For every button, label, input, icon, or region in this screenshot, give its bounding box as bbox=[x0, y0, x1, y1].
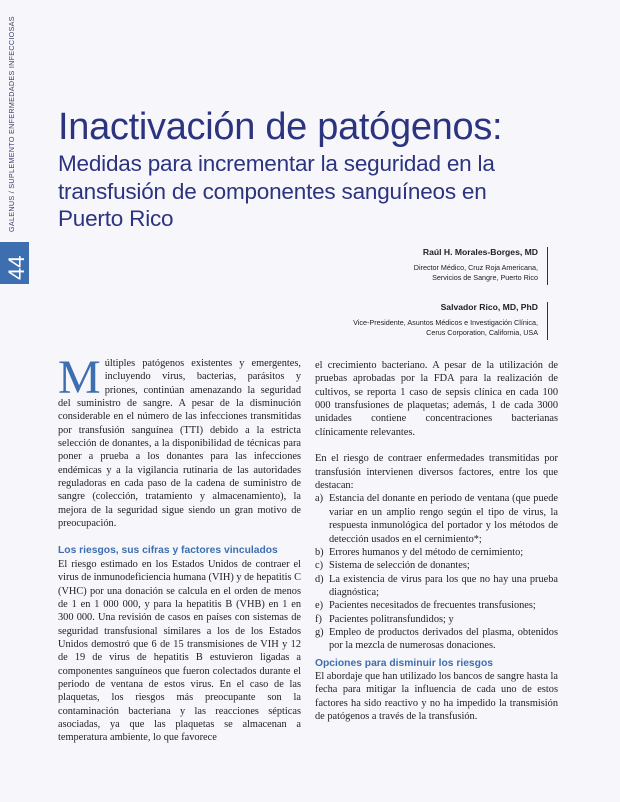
list-label: g) bbox=[315, 626, 324, 638]
article-title: Inactivación de patógenos: bbox=[58, 106, 503, 148]
drop-cap: M bbox=[58, 351, 101, 404]
body-column-left bbox=[58, 351, 302, 745]
author-name: Raúl H. Morales-Borges, MD bbox=[422, 247, 538, 257]
author-affiliation bbox=[353, 318, 538, 338]
body-paragraph: El riesgo estimado en los Estados Unidos de contraer el virus de inmunodeficiencia humana (VIH) y de hepatitis C (VHC) por una donación se calcula en el orden de menos de 1 en 1 000 000, y para la hepatitis B (VHB) en 1 en 300 000. Una revisión de casos en países con sistemas de seguridad transfusional similares a los de los Estados Unidos demostró que 6 de 15 transmisiones de VIH y 12 de 19 de virus de hepatitis B estuvieron ligadas a componentes sanguíneos que fueron colectados durante el periodo de ventana de estos virus. En el caso de las plaquetas, los riesgos más preocupante son la contaminación bacteriana y las reacciones sépticas asociadas, ya que las plaquetas se almacenan a temperatura ambiente, lo que favorece bbox=[58, 558, 302, 744]
author-block bbox=[414, 247, 548, 285]
list-text: Estancia del donante en periodo de ventana (que puede variar en un amplio rengo según el tipo de virus, la respuesta inmunológica del portador y los métodos de detección usados en el cernimiento*; bbox=[329, 493, 558, 545]
body-paragraph: El abordaje que han utilizado los bancos de sangre hasta la fecha para mitigar la influencia de cada uno de estos factores ha sido reactivo y no ha impedido la transmisión de patógenos a través de la transfusión. bbox=[315, 671, 558, 723]
risk-factor-list bbox=[315, 492, 558, 652]
list-item bbox=[315, 492, 558, 545]
list-item bbox=[315, 626, 558, 653]
list-label: f) bbox=[315, 613, 322, 625]
list-label: e) bbox=[315, 600, 324, 612]
author-block bbox=[353, 302, 548, 340]
list-text: Errores humanos y del método de cernimiento; bbox=[329, 546, 524, 558]
list-text: La existencia de virus para los que no hay una prueba diagnóstica; bbox=[329, 573, 558, 598]
running-head: GALENUS / SUPLEMENTO ENFERMEDADES INFECCIOSAS bbox=[7, 16, 16, 232]
affiliation-line: Servicios de Sangre, Puerto Rico bbox=[432, 273, 538, 282]
affiliation-line: Cerus Corporation, California, USA bbox=[426, 328, 538, 337]
section-heading: Los riesgos, sus cifras y factores vinculados bbox=[58, 545, 278, 557]
list-item bbox=[315, 599, 558, 612]
affiliation-line: Director Médico, Cruz Roja Americana, bbox=[413, 263, 538, 272]
affiliation-line: Vice-Presidente, Asuntos Médicos e Investigación Clínica, bbox=[353, 318, 538, 327]
list-text: Sistema de selección de donantes; bbox=[329, 560, 470, 572]
article-subtitle: Medidas para incrementar la seguridad en la transfusión de componentes sanguíneos en Puerto Rico bbox=[58, 151, 495, 231]
list-text: Empleo de productos derivados del plasma, obtenidos por la mezcla de numerosas donaciones. bbox=[329, 626, 558, 652]
page-number: 44 bbox=[4, 255, 29, 280]
list-label: b) bbox=[315, 546, 324, 558]
author-affiliation bbox=[414, 263, 538, 283]
author-name: Salvador Rico, MD, PhD bbox=[440, 302, 538, 312]
list-label: a) bbox=[315, 493, 324, 505]
intro-paragraph bbox=[58, 351, 301, 530]
list-item bbox=[315, 546, 558, 559]
body-paragraph: En el riesgo de contraer enfermedades transmitidas por transfusión intervienen diversos factores, entre los que destacan: bbox=[315, 453, 558, 492]
list-item bbox=[315, 613, 558, 626]
list-label: c) bbox=[315, 560, 324, 572]
body-column-right bbox=[315, 359, 558, 723]
list-label: d) bbox=[315, 573, 324, 585]
sidebar bbox=[0, 0, 29, 802]
body-paragraph: el crecimiento bacteriano. A pesar de la utilización de pruebas aprobadas por la FDA para la realización de cultivos, se reporta 1 caso de sepsis clínica en cada 100 000 transfusiones de plaquetas; además, 1 de cada 3000 unidades contiene concentraciones bacterianas clínicamente relevantes. bbox=[315, 360, 558, 438]
list-item bbox=[315, 559, 558, 572]
section-heading: Opciones para disminuir los riesgos bbox=[315, 657, 493, 669]
list-text: Pacientes necesitados de frecuentes transfusiones; bbox=[329, 600, 536, 612]
list-text: Pacientes politransfundidos; y bbox=[329, 613, 454, 625]
intro-text: últiples patógenos existentes y emergentes, incluyendo virus, bacterias, parásitos y priones, continúan amenazando la seguridad del suministro de sangre. A pesar de la disminución considerable en el número de las infecciones transmitidas por transfusión sanguínea (TTI) debido a la estricta selección de donantes, a la disponibilidad de técnicas para poner a prueba a los donantes para las infecciones endémicas y a la vigilancia rutinaria de las autoridades reguladoras en cada paso de la cadena de suministro de sangre (colección, tratamiento y almacenamiento), la mejora de la seguridad sigue siendo un gran motivo de preocupación. bbox=[58, 358, 301, 530]
list-item bbox=[315, 573, 558, 600]
